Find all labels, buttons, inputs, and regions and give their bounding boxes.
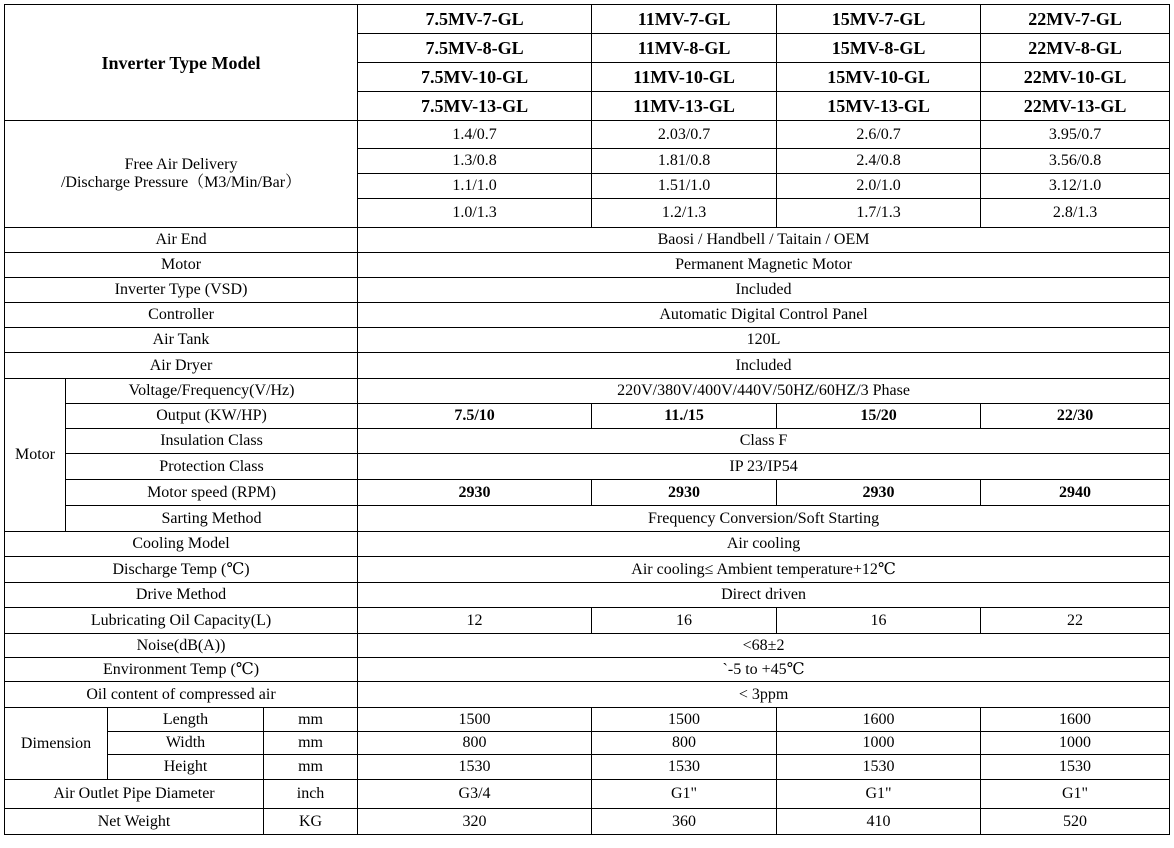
dimension-value: 1500: [592, 708, 777, 732]
free-air-value: 1.3/0.8: [358, 149, 592, 174]
row-label: Voltage/Frequency(V/Hz): [66, 379, 358, 404]
row-value: IP 23/IP54: [358, 454, 1170, 480]
row-label: Air Dryer: [5, 353, 358, 379]
oil-content-row: [5, 682, 1170, 708]
drive-row: [5, 583, 1170, 608]
weight-value: 410: [777, 809, 981, 835]
outlet-row: [5, 780, 1170, 809]
row-label: Net Weight: [5, 809, 264, 835]
row-value: Air cooling≤ Ambient temperature+12℃: [358, 557, 1170, 583]
row-label: Insulation Class: [66, 429, 358, 454]
row-value: 220V/380V/400V/440V/50HZ/60HZ/3 Phase: [358, 379, 1170, 404]
outlet-value: G1": [981, 780, 1170, 809]
free-air-value: 2.03/0.7: [592, 121, 777, 149]
output-value: 11./15: [592, 404, 777, 429]
output-value: 15/20: [777, 404, 981, 429]
discharge-temp-row: [5, 557, 1170, 583]
air-end-row: [5, 228, 1170, 253]
unit-cell: mm: [264, 755, 358, 780]
starting-row: [5, 506, 1170, 532]
free-air-value: 3.56/0.8: [981, 149, 1170, 174]
outlet-value: G1": [777, 780, 981, 809]
unit-cell: mm: [264, 732, 358, 755]
free-air-value: 1.81/0.8: [592, 149, 777, 174]
row-value: Baosi / Handbell / Taitain / OEM: [358, 228, 1170, 253]
model-cell: 15MV-7-GL: [777, 5, 981, 34]
row-label: Output (KW/HP): [66, 404, 358, 429]
free-air-value: 1.7/1.3: [777, 199, 981, 228]
model-cell: 15MV-13-GL: [777, 92, 981, 121]
controller-row: [5, 303, 1170, 328]
weight-value: 320: [358, 809, 592, 835]
output-value: 22/30: [981, 404, 1170, 429]
row-label: Oil content of compressed air: [5, 682, 358, 708]
model-cell: 11MV-10-GL: [592, 63, 777, 92]
output-value: 7.5/10: [358, 404, 592, 429]
cooling-row: [5, 532, 1170, 557]
output-row: [5, 404, 1170, 429]
dimension-value: 1500: [358, 708, 592, 732]
model-cell: 11MV-8-GL: [592, 34, 777, 63]
free-air-label: [5, 121, 358, 228]
motor-row: [5, 253, 1170, 278]
dimension-value: 1000: [981, 732, 1170, 755]
free-air-value: 1.4/0.7: [358, 121, 592, 149]
free-air-value: 1.51/1.0: [592, 174, 777, 199]
free-air-value: 2.0/1.0: [777, 174, 981, 199]
unit-cell: KG: [264, 809, 358, 835]
row-value: Air cooling: [358, 532, 1170, 557]
row-label: Height: [108, 755, 264, 780]
row-label: Cooling Model: [5, 532, 358, 557]
row-label: Sarting Method: [66, 506, 358, 532]
row-label: Environment Temp (℃): [5, 658, 358, 682]
row-label: Air End: [5, 228, 358, 253]
height-row: [5, 755, 1170, 780]
outlet-value: G1": [592, 780, 777, 809]
row-label: Length: [108, 708, 264, 732]
row-value: Direct driven: [358, 583, 1170, 608]
outlet-value: G3/4: [358, 780, 592, 809]
row-value: Permanent Magnetic Motor: [358, 253, 1170, 278]
model-cell: 15MV-8-GL: [777, 34, 981, 63]
free-air-value: 3.12/1.0: [981, 174, 1170, 199]
free-air-value: 1.0/1.3: [358, 199, 592, 228]
speed-value: 2940: [981, 480, 1170, 506]
dimension-value: 800: [592, 732, 777, 755]
dimension-value: 1530: [358, 755, 592, 780]
row-value: Automatic Digital Control Panel: [358, 303, 1170, 328]
model-cell: 7.5MV-8-GL: [358, 34, 592, 63]
row-label: Protection Class: [66, 454, 358, 480]
dimension-value: 1600: [777, 708, 981, 732]
dimension-value: 800: [358, 732, 592, 755]
speed-value: 2930: [592, 480, 777, 506]
length-row: [5, 708, 1170, 732]
model-cell: 22MV-7-GL: [981, 5, 1170, 34]
free-air-value: 2.4/0.8: [777, 149, 981, 174]
oil-capacity-row: [5, 608, 1170, 634]
weight-row: [5, 809, 1170, 835]
row-label: Air Tank: [5, 328, 358, 353]
dimension-label: Dimension: [5, 708, 108, 780]
model-cell: 22MV-8-GL: [981, 34, 1170, 63]
speed-value: 2930: [777, 480, 981, 506]
spec-table: [4, 4, 1170, 835]
speed-value: 2930: [358, 480, 592, 506]
oil-capacity-value: 16: [777, 608, 981, 634]
row-value: Included: [358, 278, 1170, 303]
width-row: [5, 732, 1170, 755]
row-value: < 3ppm: [358, 682, 1170, 708]
free-air-label-line2: /Discharge Pressure（M3/Min/Bar）: [60, 174, 302, 191]
row-label: Noise(dB(A)): [5, 634, 358, 658]
insulation-row: [5, 429, 1170, 454]
motor-section-label: Motor: [5, 379, 66, 532]
dimension-value: 1530: [981, 755, 1170, 780]
free-air-row: [5, 121, 1170, 149]
row-label: Motor speed (RPM): [66, 480, 358, 506]
model-cell: 15MV-10-GL: [777, 63, 981, 92]
unit-cell: mm: [264, 708, 358, 732]
noise-row: [5, 634, 1170, 658]
row-label: Discharge Temp (℃): [5, 557, 358, 583]
env-temp-row: [5, 658, 1170, 682]
row-value: Included: [358, 353, 1170, 379]
model-cell: 22MV-10-GL: [981, 63, 1170, 92]
row-label: Inverter Type (VSD): [5, 278, 358, 303]
row-label: Motor: [5, 253, 358, 278]
row-value: 120L: [358, 328, 1170, 353]
free-air-value: 3.95/0.7: [981, 121, 1170, 149]
model-cell: 11MV-13-GL: [592, 92, 777, 121]
free-air-value: 1.2/1.3: [592, 199, 777, 228]
free-air-label-line1: Free Air Delivery: [124, 156, 238, 173]
unit-cell: inch: [264, 780, 358, 809]
model-cell: 22MV-13-GL: [981, 92, 1170, 121]
weight-value: 360: [592, 809, 777, 835]
model-cell: 7.5MV-13-GL: [358, 92, 592, 121]
inverter-row: [5, 278, 1170, 303]
oil-capacity-value: 12: [358, 608, 592, 634]
model-cell: 7.5MV-10-GL: [358, 63, 592, 92]
row-value: <68±2: [358, 634, 1170, 658]
header-row-1: [5, 5, 1170, 34]
row-value: Class F: [358, 429, 1170, 454]
air-dryer-row: [5, 353, 1170, 379]
model-cell: 11MV-7-GL: [592, 5, 777, 34]
free-air-value: 2.8/1.3: [981, 199, 1170, 228]
row-value: `-5 to +45℃: [358, 658, 1170, 682]
oil-capacity-value: 16: [592, 608, 777, 634]
row-label: Controller: [5, 303, 358, 328]
protection-row: [5, 454, 1170, 480]
row-label: Lubricating Oil Capacity(L): [5, 608, 358, 634]
free-air-value: 2.6/0.7: [777, 121, 981, 149]
dimension-value: 1600: [981, 708, 1170, 732]
speed-row: [5, 480, 1170, 506]
air-tank-row: [5, 328, 1170, 353]
oil-capacity-value: 22: [981, 608, 1170, 634]
free-air-value: 1.1/1.0: [358, 174, 592, 199]
row-label: Drive Method: [5, 583, 358, 608]
row-label: Air Outlet Pipe Diameter: [5, 780, 264, 809]
dimension-value: 1000: [777, 732, 981, 755]
weight-value: 520: [981, 809, 1170, 835]
dimension-value: 1530: [777, 755, 981, 780]
voltage-row: [5, 379, 1170, 404]
row-value: Frequency Conversion/Soft Starting: [358, 506, 1170, 532]
row-label: Width: [108, 732, 264, 755]
inverter-type-model-label: Inverter Type Model: [5, 5, 358, 121]
dimension-value: 1530: [592, 755, 777, 780]
model-cell: 7.5MV-7-GL: [358, 5, 592, 34]
